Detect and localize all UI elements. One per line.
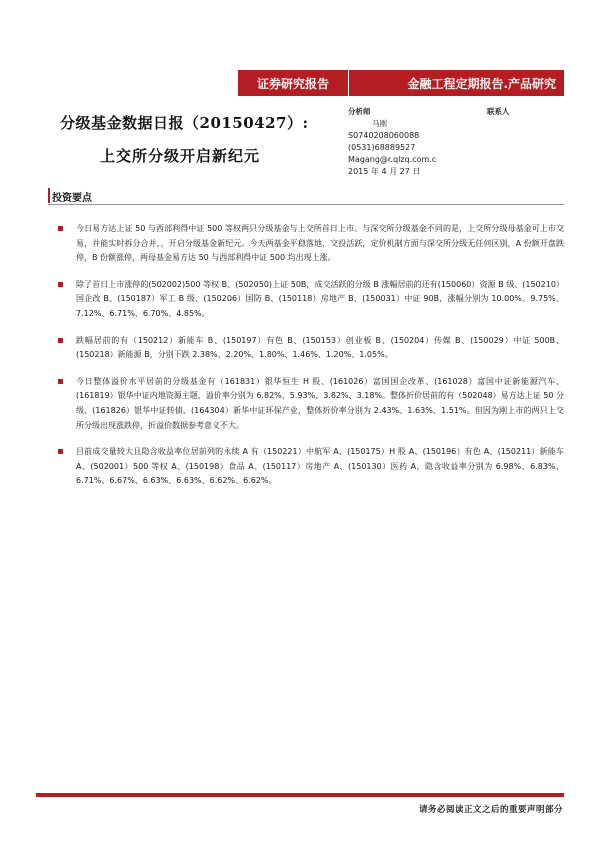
section-title: 投资要点 xyxy=(52,193,92,204)
report-title-line2: 上交所分级开启新纪元 xyxy=(100,147,261,165)
analyst-phone: (0531)68889527 xyxy=(348,143,416,152)
key-point-text: 除了首日上市涨停的(502002)500 等权 B、(502050)上证 50B，成交活跃的分级 B 涨幅居前的还有(150060）资源 B 级、(150210）国企改 B、(150187）军工 B 级、(150206）国防 B、(150118）房地产 B、(150031）中证 90B，涨幅分别为 10.00%、9.75%、7.12%、6.71%、6.70%、4.85%。 xyxy=(76,279,564,318)
analyst-email[interactable]: Magang@r.qlzq.com.c xyxy=(348,155,437,164)
key-point-item xyxy=(48,278,564,322)
footer-rule xyxy=(36,793,564,797)
analyst-cert-number: S0740208060088 xyxy=(348,131,420,140)
key-point-text: 目前成交量较大且隐含收益率位居前列的永续 A 有（150221）中航军 A、(150175）H 股 A、(150196）有色 A、(150211）新能车 A、(502001）500 等权 A、(150198）食品 A、(150117）房地产 A、(150130）医药 A，隐含收益率分别为 6.98%、6.83%、6.71%、6.67%、6.63%、6.63%、6.62%、6.62%。 xyxy=(76,447,564,486)
key-point-item xyxy=(48,375,564,433)
key-point-text: 今日整体溢价水平居前的分级基金有（161831）银华恒生 H 股、(161026）富国国企改革、(161028）富国中证新能源汽车、(161819）银华中证内地资源主题，溢价率分别为 6.82%、5.93%、3.82%、3.18%。整体折价居前的有（502048）易方达上证 50 分级、(161826）银华中证转债、(164304）新华中证环保产业，整体折价率分别为 2.43%、1.63%、1.51%。但因为刚上市的两只上交所分级出现涨跌停，折溢价数据参考意义不大。 xyxy=(76,376,564,430)
report-category: 证券研究报告 xyxy=(256,76,329,91)
bullet-square-icon xyxy=(58,282,63,287)
key-point-item xyxy=(48,222,564,266)
report-title-line1: 分级基金数据日报（20150427）: xyxy=(60,114,309,132)
analyst-info xyxy=(348,106,498,178)
footer-disclaimer: 请务必阅读正文之后的重要声明部分 xyxy=(418,805,563,815)
report-date: 2015 年 4 月 27 日 xyxy=(348,167,421,176)
key-point-item xyxy=(48,334,564,363)
report-header-bar xyxy=(238,70,564,96)
bullet-square-icon xyxy=(58,379,63,384)
analyst-name: 马刚 xyxy=(372,119,387,128)
section-marker xyxy=(48,188,50,203)
bullet-square-icon xyxy=(58,449,63,454)
analyst-label: 分析师 xyxy=(348,107,371,116)
section-heading xyxy=(48,188,564,205)
key-points xyxy=(48,222,564,501)
key-point-text: 跌幅居前的有（150212）新能车 B、(150197）有色 B、(150153）创业板 B、(150204）传媒 B、(150029）中证 500B、(150218）新能源 B，分别下跌 2.38%、2.20%、1.80%、1.46%、1.20%、1.05%。 xyxy=(76,335,564,360)
report-type: 金融工程定期报告.产品研究 xyxy=(407,76,556,91)
key-point-item xyxy=(48,445,564,489)
key-point-text: 今日易方达上证 50 与西部利得中证 500 等权两只分级基金与上交所首日上市。与深交所分级基金不同的是，上交所分级母基金可上市交易，并能实时拆分合并，，开启分级基金新纪元。今天两基金平稳落地，交投活跃，定价机制方面与深交所分级无任何区别，A 份额开盘跌停，B 份额涨停，两母基金易方达 50 与西部利得中证 500 均出现上涨。 xyxy=(76,224,564,263)
contact-label: 联系人 xyxy=(487,107,510,116)
bullet-square-icon xyxy=(58,226,63,231)
bullet-square-icon xyxy=(58,338,63,343)
